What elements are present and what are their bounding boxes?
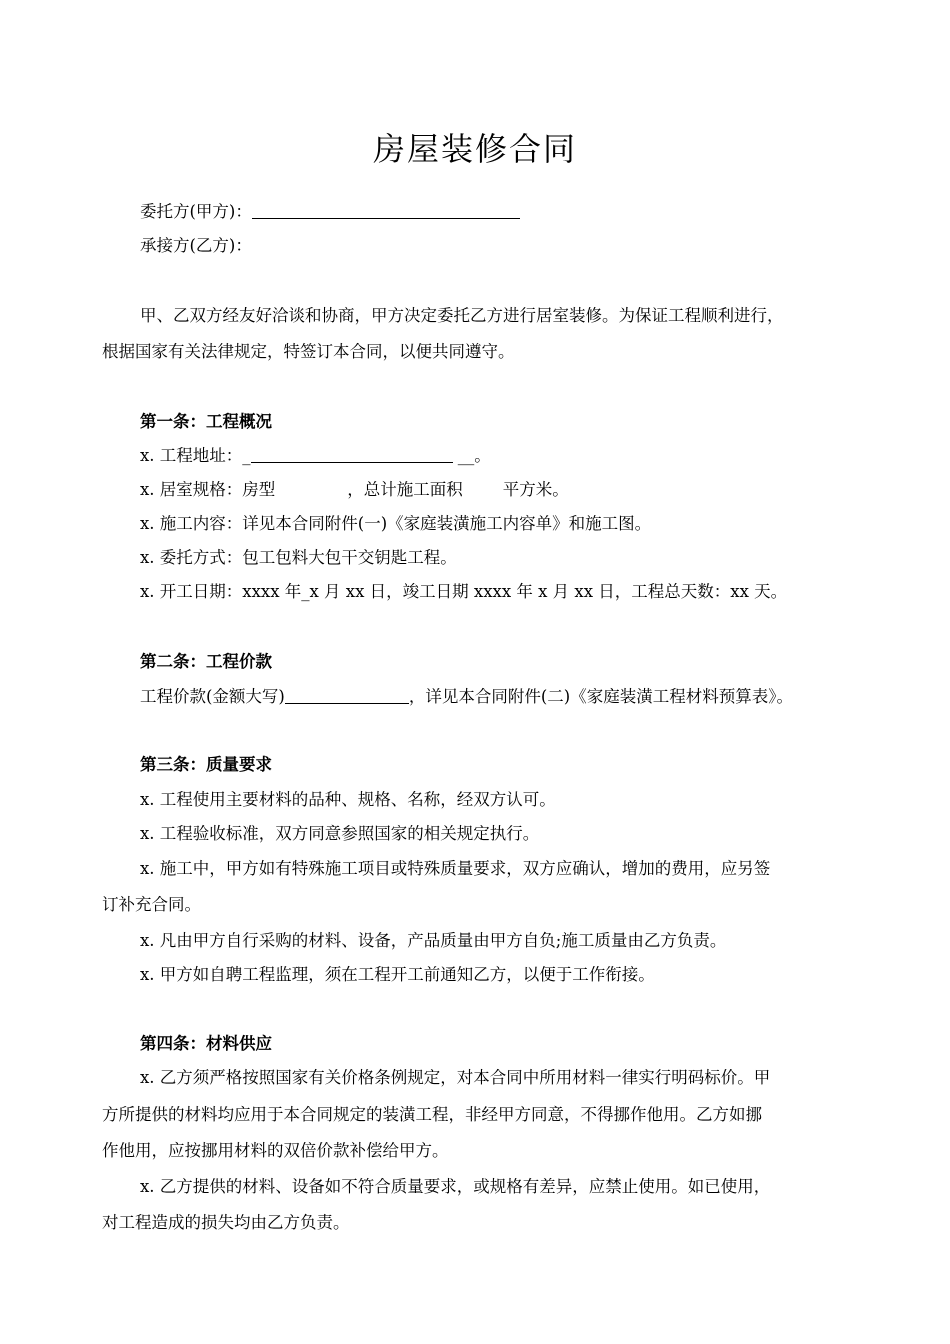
contractor-party-line xyxy=(140,232,252,256)
spec-label: x. 居室规格：房型 xyxy=(140,480,276,499)
client-name-blank[interactable] xyxy=(252,202,520,219)
article-1-dates: x. 开工日期：xxxx 年_x 月 xx 日，竣工日期 xxxx 年 x 月 xx 日，工程总天数：xx 天。 xyxy=(140,582,788,601)
address-blank[interactable] xyxy=(251,446,453,463)
article-2-heading: 第二条：工程价款 xyxy=(140,652,272,671)
document-title: 房屋装修合同 xyxy=(372,130,577,168)
address-label: x. 工程地址：_ xyxy=(140,446,251,465)
price-blank[interactable] xyxy=(285,687,409,704)
preamble-line-1: 甲、乙双方经友好洽谈和协商，甲方决定委托乙方进行居室装修。为保证工程顺利进行， xyxy=(140,306,784,325)
article-1-method: x. 委托方式：包工包料大包干交钥匙工程。 xyxy=(140,548,457,567)
price-label: 工程价款(金额大写) xyxy=(140,687,285,706)
article-3-item-1: x. 工程使用主要材料的品种、规格、名称，经双方认可。 xyxy=(140,790,556,809)
article-4-item-2-line-1: x. 乙方提供的材料、设备如不符合质量要求，或规格有差异，应禁止使用。如已使用， xyxy=(140,1177,771,1196)
spec-unit: 平方米。 xyxy=(502,480,569,499)
article-4-item-1-line-3: 作他用，应按挪用材料的双倍价款补偿给甲方。 xyxy=(102,1141,449,1160)
article-1-content: x. 施工内容：详见本合同附件(一)《家庭装潢施工内容单》和施工图。 xyxy=(140,514,652,533)
article-4-item-2-line-2: 对工程造成的损失均由乙方负责。 xyxy=(102,1213,350,1232)
article-1-address xyxy=(140,442,491,466)
client-party-line xyxy=(140,198,520,222)
preamble-line-2: 根据国家有关法律规定，特签订本合同，以便共同遵守。 xyxy=(102,342,515,361)
article-3-item-2: x. 工程验收标准，双方同意参照国家的相关规定执行。 xyxy=(140,824,540,843)
article-3-item-4: x. 凡由甲方自行采购的材料、设备，产品质量由甲方自负;施工质量由乙方负责。 xyxy=(140,931,727,950)
price-suffix: ，详见本合同附件(二)《家庭装潢工程材料预算表》。 xyxy=(408,687,793,706)
article-4-item-1-line-2: 方所提供的材料均应用于本合同规定的装潢工程，非经甲方同意，不得挪作他用。乙方如挪 xyxy=(102,1105,762,1124)
spec-area-label: ，总计施工面积 xyxy=(347,480,463,499)
article-1-spec xyxy=(140,476,569,500)
article-3-item-3-line-2: 订补充合同。 xyxy=(102,895,201,914)
article-3-item-3-line-1: x. 施工中，甲方如有特殊施工项目或特殊质量要求，双方应确认，增加的费用，应另签 xyxy=(140,859,771,878)
article-4-item-1-line-1: x. 乙方须严格按照国家有关价格条例规定，对本合同中所用材料一律实行明码标价。甲 xyxy=(140,1068,771,1087)
article-4-heading: 第四条：材料供应 xyxy=(140,1034,272,1053)
client-label: 委托方(甲方)： xyxy=(140,202,252,221)
article-3-item-5: x. 甲方如自聘工程监理，须在工程开工前通知乙方，以便于工作衔接。 xyxy=(140,965,655,984)
contractor-label: 承接方(乙方)： xyxy=(140,236,252,255)
address-suffix: __。 xyxy=(452,446,491,465)
article-3-heading: 第三条：质量要求 xyxy=(140,755,272,774)
article-1-heading: 第一条：工程概况 xyxy=(140,412,272,431)
article-2-price xyxy=(140,683,793,707)
